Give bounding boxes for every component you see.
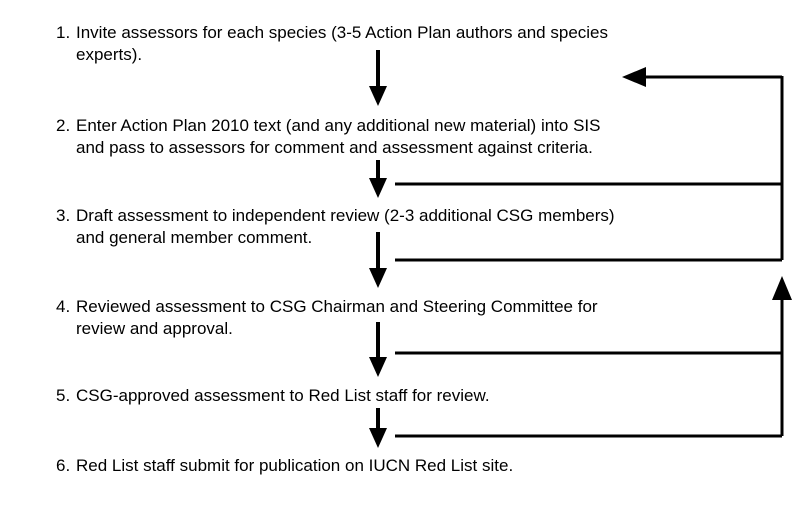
step-4-number: 4.	[56, 297, 71, 316]
step-5-number: 5.	[56, 386, 71, 405]
feedback-loop-upper	[395, 67, 782, 260]
step-3-number: 3.	[56, 206, 71, 225]
step-6-text-line1: Red List staff submit for publication on IUCN Red List site.	[76, 456, 514, 475]
step-2-number: 2.	[56, 116, 71, 135]
step-6-number: 6.	[56, 456, 71, 475]
step-4-text-line1: Reviewed assessment to CSG Chairman and Steering Committee for	[76, 297, 598, 316]
down-arrow-2-to-3	[369, 160, 387, 198]
step-1-text-line1: Invite assessors for each species (3-5 Action Plan authors and species	[76, 23, 609, 42]
feedback-upper-arrowhead	[622, 67, 646, 87]
step-5-text-line1: CSG-approved assessment to Red List staff for review.	[76, 386, 490, 405]
down-arrow-5-to-6	[369, 408, 387, 448]
step-1-text-line2: experts).	[76, 45, 143, 64]
step-2-text-line2: and pass to assessors for comment and assessment against criteria.	[76, 138, 593, 157]
step-1-number: 1.	[56, 23, 71, 42]
step-3-text-line2: and general member comment.	[76, 228, 313, 247]
step-4-text-line2: review and approval.	[76, 319, 233, 338]
down-arrow-1-to-2	[369, 50, 387, 106]
step-3-text-line1: Draft assessment to independent review (2-3 additional CSG members)	[76, 206, 615, 225]
feedback-loop-lower	[395, 276, 792, 436]
down-arrow-4-to-5	[369, 322, 387, 377]
feedback-lower-arrowhead	[772, 276, 792, 300]
down-arrow-3-to-4	[369, 232, 387, 288]
step-2-text-line1: Enter Action Plan 2010 text (and any additional new material) into SIS	[76, 116, 601, 135]
